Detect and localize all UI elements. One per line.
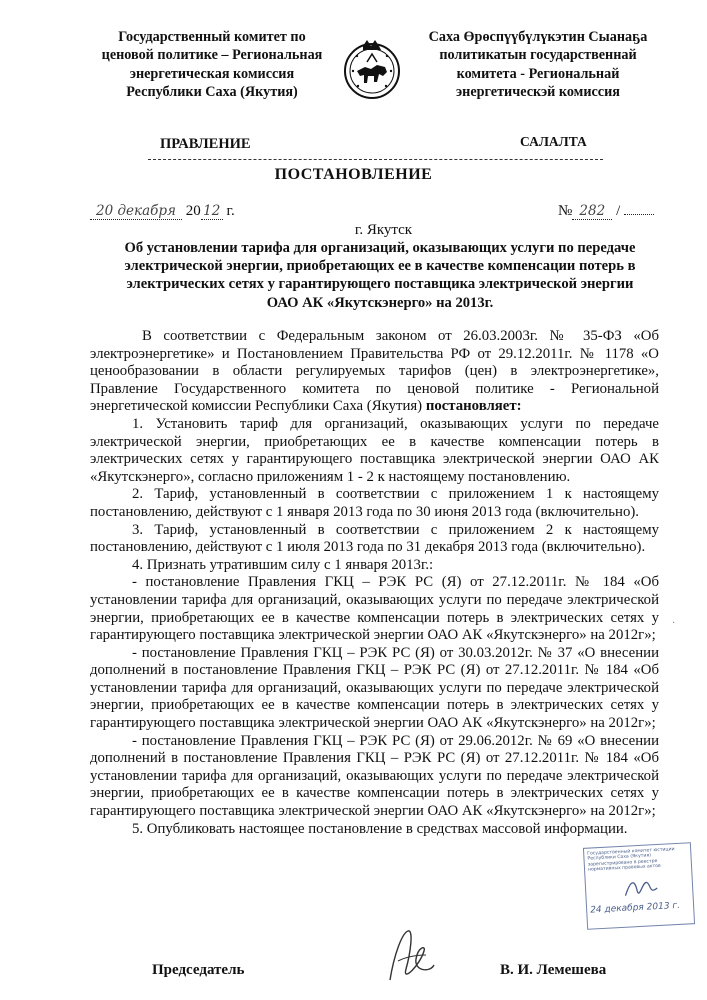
number-prefix: № [558,203,573,219]
board-label-ru: ПРАВЛЕНИЕ [160,136,251,152]
body-subitem-3: - постановление Правления ГКЦ – РЭК РС (Я) от 29.06.2012г. № 69 «О внесении дополнений в постановление Правления ГКЦ – РЭК РС (Я) от 27.12.2011г. № 184 «Об установлении тарифа для организаций, оказывающих услуги по передаче электрической энергии, приобретающих ее в качестве компенсации потерь в электрических сетях у гарантирующего поставщика электрической энергии ОАО АК «Якутскэнерго» на 2012г»; [90,732,659,820]
body-subitem-2: - постановление Правления ГКЦ – РЭК РС (Я) от 30.03.2012г. № 37 «О внесении дополнений в постановление Правления ГКЦ – РЭК РС (Я) от 27.12.2011г. № 184 «Об установлении тарифа для организаций, оказывающих услуги по передаче электрической энергии, приобретающих ее в качестве компенсации потерь в электрических сетях у гарантирующего поставщика электрической энергии ОАО АК «Якутскэнерго» на 2012г»; [90,644,659,732]
document-body [90,328,659,838]
document-number [558,203,654,220]
stamp-text: Государственный комитет юстиции Республики Саха (Якутия) зарегистрировано в реестре нормативных правовых актов [587,847,675,873]
number-blank [624,214,654,215]
board-label-yk: САЛАЛТА [520,134,587,149]
header-divider [148,159,603,160]
stamp-date: 24 декабря 2013 г. [589,900,681,916]
body-intro-bold: постановляет: [425,398,522,415]
coat-of-arms-emblem [341,36,403,102]
date-suffix: г. [226,203,235,219]
header-yk-organization: Саха Өрөспүүбүлүкэтин Сыанаҕа политикатын государственнай комитета - Региональнай энергетическэй комиссия [428,29,648,100]
number-slash: / [616,203,621,219]
body-item-5: 5. Опубликовать настоящее постановление в средствах массовой информации. [132,820,628,837]
date-day-month: 20 декабря [90,203,182,220]
header-ru-organization: Государственный комитет по ценовой политике – Региональная энергетическая комиссия Республики Саха (Якутия) [101,29,323,100]
registration-stamp [583,842,695,930]
date-year-suffix: 12 [201,203,223,220]
body-intro: В соответствии с Федеральным законом от 26.03.2003г. № 35-ФЗ «Об электроэнергетике» и Постановлением Правительства РФ от 29.12.2011г. № 1178 «О ценообразовании в области регулируемых тарифов (цен) в электроэнергетике», Правление Государственного комитета по ценовой политике - Региональной энергетической комиссии Республики Саха (Якутия) постановляет: [90,328,659,415]
document-type: ПОСТАНОВЛЕНИЕ [274,166,433,183]
body-item-3: 3. Тариф, установленный в соответствии с приложением 2 к настоящему постановлению, действуют с 1 июля 2013 года по 31 декабря 2013 года (включительно). [90,521,659,556]
document-city: г. Якутск [354,222,413,238]
date-year-prefix: 20 [185,203,201,219]
body-item-2: 2. Тариф, установленный в соответствии с приложением 1 к настоящему постановлению, действуют с 1 января 2013 года по 30 июня 2013 года (включительно). [90,486,659,520]
body-item-4: 4. Признать утратившим силу с 1 января 2013г.: [132,556,434,573]
body-subitem-1: - постановление Правления ГКЦ – РЭК РС (Я) от 27.12.2011г. № 184 «Об установлении тарифа для организаций, оказывающих услуги по передаче электрической энергии, приобретающих ее в качестве компенсации потерь в электрических сетях у гарантирующего поставщика электрической энергии ОАО АК «Якутскэнерго» на 2012г»; [90,574,659,644]
signatory-role: Председатель [152,962,245,978]
body-item-1: 1. Установить тариф для организаций, оказывающих услуги по передаче электрической энергии, приобретающих ее в качестве компенсации потерь в электрических сетях у гарантирующего поставщика электрической энергии ОАО АК «Якутскэнерго», согласно приложениям 1 - 2 к настоящему постановлению. [90,415,659,485]
handwritten-signature-icon [380,925,440,987]
signatory-name: В. И. Лемешева [500,962,607,978]
number-value: 282 [572,203,612,220]
stamp-signature-icon [622,874,659,902]
margin-mark: · [672,618,676,629]
document-title: Об установлении тарифа для организаций, оказывающих услуги по передаче электрической энергии, приобретающих ее в качестве компенсации потерь в электрических сетях у гарантирующего поставщика электрической энергии ОАО АК «Якутскэнерго» на 2013г. [124,240,636,311]
document-date [90,203,235,220]
